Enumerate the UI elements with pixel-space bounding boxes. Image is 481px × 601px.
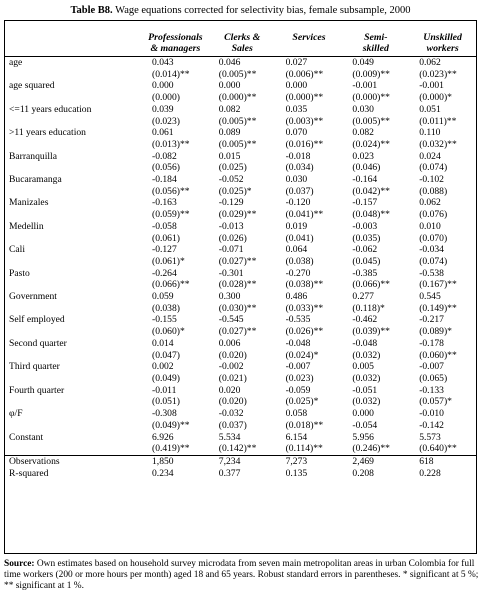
stat-cell: 0.228 xyxy=(419,467,441,479)
coefficient-cell: -0.032 xyxy=(218,408,244,420)
variable-label: Bucaramanga xyxy=(9,174,62,186)
coefficient-cell: -0.059 xyxy=(285,384,311,396)
std-error-cell: (0.049)** xyxy=(152,419,190,431)
coefficient-cell: -0.301 xyxy=(218,267,244,279)
coefficient-cell: 6.926 xyxy=(152,431,174,443)
std-error-cell: (0.061)* xyxy=(152,255,185,267)
r-squared-row xyxy=(5,468,476,480)
std-error-cell: (0.026) xyxy=(218,232,247,244)
coefficient-cell: -0.264 xyxy=(152,267,177,279)
std-error-cell: (0.026)** xyxy=(285,326,324,338)
std-error-cell: (0.070) xyxy=(419,232,448,244)
coefficient-cell: 0.015 xyxy=(218,150,241,162)
std-error-cell: (0.037) xyxy=(285,185,314,197)
coefficient-cell: -0.133 xyxy=(419,384,444,396)
std-error-cell: (0.038)** xyxy=(285,279,324,291)
coefficient-cell: 0.545 xyxy=(419,291,441,303)
coefficient-cell: -0.157 xyxy=(352,197,378,209)
std-error-cell: (0.005)** xyxy=(218,138,257,150)
std-error-cell: (0.149)** xyxy=(419,302,457,314)
coefficient-cell: 0.082 xyxy=(352,127,374,139)
coefficient-cell: 5.956 xyxy=(352,431,374,443)
coefficient-cell: -0.155 xyxy=(152,314,177,326)
std-error-cell: (0.000)* xyxy=(419,92,452,104)
std-error-cell: (0.056) xyxy=(152,162,180,174)
table-frame xyxy=(4,20,477,554)
coefficient-cell: -0.129 xyxy=(218,197,244,209)
std-error-cell: (0.005)** xyxy=(218,68,257,80)
std-error-cell: (0.114)** xyxy=(285,443,323,455)
variable-label: φ/F xyxy=(9,408,23,420)
coefficient-cell: -0.217 xyxy=(419,314,444,326)
coefficient-cell: -0.001 xyxy=(419,80,444,92)
coefficient-cell: 0.082 xyxy=(218,103,241,115)
coefficient-cell: 0.059 xyxy=(152,291,174,303)
variable-label: age xyxy=(9,57,23,68)
std-error-cell: (0.000)** xyxy=(352,92,390,104)
coefficient-cell: -0.538 xyxy=(419,267,444,279)
column-header-line2: workers xyxy=(426,43,459,54)
std-error-cell: (0.020) xyxy=(218,396,247,408)
coefficient-cell: 0.027 xyxy=(285,57,308,68)
coefficient-cell: 0.005 xyxy=(352,361,374,373)
stat-cell: 618 xyxy=(409,455,476,467)
coefficient-cell: 0.089 xyxy=(218,127,241,139)
stat-cell: 0.234 xyxy=(152,467,174,479)
std-error-cell: (0.006)** xyxy=(285,68,324,80)
coefficient-cell: 0.002 xyxy=(152,361,174,373)
coefficient-cell: -0.011 xyxy=(152,384,177,396)
column-header-line1: Clerks & xyxy=(224,32,261,43)
std-error-cell: (0.640)** xyxy=(419,443,457,455)
coefficient-row xyxy=(5,268,476,280)
std-error-cell: (0.059)** xyxy=(152,209,190,221)
coefficient-row xyxy=(5,338,476,350)
std-error-cell: (0.024)** xyxy=(352,138,390,150)
coefficient-cell: 0.023 xyxy=(352,150,374,162)
std-error-cell: (0.042)** xyxy=(352,185,390,197)
coefficient-cell: -0.002 xyxy=(218,361,244,373)
coefficient-cell: 0.043 xyxy=(152,57,174,68)
coefficient-cell: 0.000 xyxy=(152,80,174,92)
std-error-cell: (0.032) xyxy=(352,372,381,384)
table-caption: Wage equations corrected for selectivity bias, female subsample, 2000 xyxy=(115,5,411,16)
coefficient-row xyxy=(5,244,476,256)
std-error-cell: (0.066)** xyxy=(152,279,190,291)
std-error-cell: (0.032) xyxy=(352,349,381,361)
source-label: Source: xyxy=(4,559,35,569)
std-error-cell: (0.118)* xyxy=(352,302,385,314)
coefficient-cell: 0.110 xyxy=(419,127,441,139)
std-error-cell: (0.027)** xyxy=(218,255,257,267)
coefficient-cell: 0.046 xyxy=(218,57,241,68)
std-error-cell: (0.011)** xyxy=(419,115,457,127)
coefficient-cell: -0.001 xyxy=(352,80,378,92)
variable-label: Fourth quarter xyxy=(9,384,65,396)
coefficient-row xyxy=(5,221,476,233)
coefficient-cell: 0.300 xyxy=(218,291,241,303)
std-error-cell: (0.018)** xyxy=(285,419,324,431)
std-error-cell: (0.000) xyxy=(152,92,180,104)
std-error-cell: (0.000)** xyxy=(285,92,324,104)
variable-label: age squared xyxy=(9,80,55,92)
coefficient-cell: -0.007 xyxy=(419,361,444,373)
coefficient-cell: -0.058 xyxy=(152,220,177,232)
std-error-cell: (0.060)** xyxy=(419,349,457,361)
std-error-cell: (0.056)** xyxy=(152,185,190,197)
variable-label: Second quarter xyxy=(9,337,67,349)
source-text: Own estimates based on household survey microdata from seven main metropolitan areas in urban Colombia for full time workers (200 or more hours per month) aged 18 and 65 years. Robust standard errors in parentheses. * significant at 5 %; ** significant at 1 %. xyxy=(4,559,479,592)
std-error-cell: (0.419)** xyxy=(152,443,190,455)
column-header-2 xyxy=(276,21,343,57)
coefficient-cell: -0.462 xyxy=(352,314,378,326)
std-error-cell: -0.054 xyxy=(352,419,378,431)
coefficient-row xyxy=(5,80,476,92)
variable-label: Self employed xyxy=(9,314,65,326)
header-blank xyxy=(5,21,142,57)
column-header-line1: Professionals xyxy=(148,32,203,43)
std-error-cell: (0.065) xyxy=(419,372,448,384)
coefficient-cell: -0.018 xyxy=(285,150,311,162)
coefficient-cell: -0.052 xyxy=(218,174,244,186)
coefficient-cell: -0.308 xyxy=(152,408,177,420)
coefficient-cell: 0.039 xyxy=(152,103,174,115)
std-error-cell: (0.000)** xyxy=(218,92,257,104)
std-error-cell: (0.142)** xyxy=(218,443,257,455)
std-error-cell: (0.048)** xyxy=(352,209,390,221)
coefficient-cell: -0.102 xyxy=(419,174,444,186)
observations-row xyxy=(5,455,476,467)
coefficient-cell: 0.062 xyxy=(419,57,441,68)
stat-label: Observations xyxy=(5,455,142,467)
std-error-cell: (0.034) xyxy=(285,162,314,174)
std-error-cell: (0.013)** xyxy=(152,138,190,150)
variable-label: Cali xyxy=(9,244,25,256)
coefficient-cell: 0.006 xyxy=(218,337,241,349)
std-error-cell: (0.014)** xyxy=(152,68,190,80)
coefficient-cell: 0.035 xyxy=(285,103,308,115)
regression-table xyxy=(5,21,476,479)
coefficient-cell: 0.061 xyxy=(152,127,174,139)
coefficient-cell: 0.020 xyxy=(218,384,241,396)
std-error-cell: (0.060)* xyxy=(152,326,185,338)
coefficient-row xyxy=(5,57,476,69)
coefficient-cell: -0.270 xyxy=(285,267,311,279)
coefficient-cell: 0.014 xyxy=(152,337,174,349)
coefficient-cell: 0.010 xyxy=(419,220,441,232)
variable-label: Medellin xyxy=(9,220,44,232)
coefficient-row xyxy=(5,104,476,116)
std-error-cell: (0.029)** xyxy=(218,209,257,221)
column-header-line1: Semi- xyxy=(364,32,388,43)
coefficient-row xyxy=(5,432,476,444)
coefficient-row xyxy=(5,151,476,163)
coefficient-cell: 0.051 xyxy=(419,103,441,115)
std-error-cell: (0.041)** xyxy=(285,209,324,221)
std-error-cell: (0.041) xyxy=(285,232,314,244)
variable-label: <=11 years education xyxy=(9,103,92,115)
stat-cell: 7,234 xyxy=(209,455,276,467)
coefficient-cell: -0.013 xyxy=(218,220,244,232)
std-error-cell: (0.038) xyxy=(152,302,180,314)
std-error-cell: (0.003)** xyxy=(285,115,324,127)
coefficient-cell: 5.534 xyxy=(218,431,241,443)
coefficient-cell: 0.058 xyxy=(285,408,308,420)
std-error-cell: (0.023)** xyxy=(419,68,457,80)
header-row xyxy=(5,21,476,57)
coefficient-cell: 0.024 xyxy=(419,150,441,162)
std-error-cell: (0.005)** xyxy=(352,115,390,127)
coefficient-cell: 0.000 xyxy=(285,80,308,92)
std-error-cell: (0.039)** xyxy=(352,326,390,338)
coefficient-cell: 0.030 xyxy=(285,174,308,186)
std-error-cell: (0.025) xyxy=(218,162,247,174)
variable-label: >11 years education xyxy=(9,127,86,139)
coefficient-row xyxy=(5,408,476,420)
coefficient-cell: -0.071 xyxy=(218,244,244,256)
coefficient-cell: -0.535 xyxy=(285,314,311,326)
coefficient-cell: -0.545 xyxy=(218,314,244,326)
coefficient-cell: 0.000 xyxy=(352,408,374,420)
std-error-cell: (0.076) xyxy=(419,209,448,221)
coefficient-cell: 0.030 xyxy=(352,103,374,115)
std-error-cell: (0.025)* xyxy=(218,185,252,197)
column-header-4 xyxy=(409,21,476,57)
variable-label: Barranquilla xyxy=(9,150,57,162)
std-error-cell: (0.021) xyxy=(218,372,247,384)
coefficient-cell: -0.184 xyxy=(152,174,177,186)
stat-cell: 0.377 xyxy=(218,467,241,479)
std-error-cell: (0.074) xyxy=(419,255,448,267)
stat-cell: 7,273 xyxy=(276,455,343,467)
std-error-cell: (0.023) xyxy=(152,115,180,127)
coefficient-cell: 0.070 xyxy=(285,127,308,139)
column-header-line1: Unskilled xyxy=(423,32,462,43)
coefficient-cell: -0.163 xyxy=(152,197,177,209)
std-error-cell: (0.024)* xyxy=(285,349,319,361)
coefficient-row xyxy=(5,127,476,139)
coefficient-cell: -0.007 xyxy=(285,361,311,373)
coefficient-cell: 0.062 xyxy=(419,197,441,209)
coefficient-cell: -0.048 xyxy=(352,337,378,349)
std-error-cell: (0.088) xyxy=(419,185,448,197)
stat-cell: 2,469 xyxy=(342,455,409,467)
std-error-cell: (0.023) xyxy=(285,372,314,384)
variable-label: Constant xyxy=(9,431,44,443)
stat-cell: 0.135 xyxy=(285,467,308,479)
coefficient-cell: -0.048 xyxy=(285,337,311,349)
std-error-cell: (0.089)* xyxy=(419,326,452,338)
std-error-cell: (0.009)** xyxy=(352,68,390,80)
coefficient-cell: -0.062 xyxy=(352,244,378,256)
coefficient-cell: -0.003 xyxy=(352,220,378,232)
std-error-cell: (0.038) xyxy=(285,255,314,267)
column-header-line2: & managers xyxy=(150,43,201,54)
std-error-cell: -0.142 xyxy=(419,419,444,431)
std-error-cell: (0.045) xyxy=(352,255,381,267)
std-error-cell: (0.046) xyxy=(352,162,381,174)
std-error-cell: (0.074) xyxy=(419,162,448,174)
std-error-cell: (0.035) xyxy=(352,232,381,244)
coefficient-cell: 0.486 xyxy=(285,291,308,303)
std-error-cell: (0.028)** xyxy=(218,279,257,291)
std-error-cell: (0.030)** xyxy=(218,302,257,314)
coefficient-cell: -0.385 xyxy=(352,267,378,279)
coefficient-cell: -0.082 xyxy=(152,150,177,162)
coefficient-cell: 0.277 xyxy=(352,291,374,303)
variable-label: Pasto xyxy=(9,267,30,279)
coefficient-row xyxy=(5,385,476,397)
std-error-cell: (0.032)** xyxy=(419,138,457,150)
std-error-cell: (0.057)* xyxy=(419,396,452,408)
coefficient-row xyxy=(5,197,476,209)
coefficient-cell: 5.573 xyxy=(419,431,441,443)
std-error-cell: (0.025)* xyxy=(285,396,319,408)
column-header-1 xyxy=(209,21,276,57)
column-header-0 xyxy=(142,21,209,57)
column-header-line2 xyxy=(276,43,343,54)
column-header-line2: skilled xyxy=(362,43,389,54)
coefficient-cell: -0.127 xyxy=(152,244,177,256)
coefficient-cell: 6.154 xyxy=(285,431,308,443)
column-header-line2: Sales xyxy=(231,43,253,54)
std-error-cell: (0.051) xyxy=(152,396,180,408)
std-error-cell: (0.037) xyxy=(218,419,247,431)
std-error-cell: (0.167)** xyxy=(419,279,457,291)
coefficient-cell: -0.051 xyxy=(352,384,378,396)
table-body xyxy=(5,57,476,480)
table-number: Table B8. xyxy=(70,5,113,16)
stat-cell: 0.208 xyxy=(352,467,374,479)
coefficient-row xyxy=(5,291,476,303)
column-header-line1: Services xyxy=(292,32,326,43)
coefficient-row xyxy=(5,174,476,186)
std-error-cell: (0.246)** xyxy=(352,443,390,455)
coefficient-cell: -0.010 xyxy=(419,408,444,420)
std-error-cell: (0.066)** xyxy=(352,279,390,291)
coefficient-cell: -0.034 xyxy=(419,244,444,256)
std-error-cell: (0.027)** xyxy=(218,326,257,338)
stat-cell: 1,850 xyxy=(142,455,209,467)
std-error-cell: (0.005)** xyxy=(218,115,257,127)
coefficient-cell: 0.000 xyxy=(218,80,241,92)
coefficient-row xyxy=(5,361,476,373)
coefficient-cell: 0.064 xyxy=(285,244,308,256)
std-error-cell: (0.032) xyxy=(352,396,381,408)
source-note xyxy=(4,559,479,593)
table-title xyxy=(0,4,481,17)
column-header-3 xyxy=(342,21,409,57)
variable-label: Manizales xyxy=(9,197,49,209)
stat-label: R-squared xyxy=(9,467,49,479)
coefficient-cell: -0.164 xyxy=(352,174,378,186)
coefficient-cell: 0.019 xyxy=(285,220,308,232)
coefficient-row xyxy=(5,314,476,326)
std-error-cell: (0.047) xyxy=(152,349,180,361)
coefficient-cell: 0.049 xyxy=(352,57,374,68)
variable-label: Third quarter xyxy=(9,361,60,373)
coefficient-cell: -0.120 xyxy=(285,197,311,209)
variable-label: Government xyxy=(9,291,57,303)
std-error-cell: (0.061) xyxy=(152,232,180,244)
std-error-cell: (0.020) xyxy=(218,349,247,361)
std-error-cell: (0.016)** xyxy=(285,138,324,150)
std-error-cell: (0.033)** xyxy=(285,302,324,314)
std-error-cell: (0.049) xyxy=(152,372,180,384)
coefficient-cell: -0.178 xyxy=(419,337,444,349)
